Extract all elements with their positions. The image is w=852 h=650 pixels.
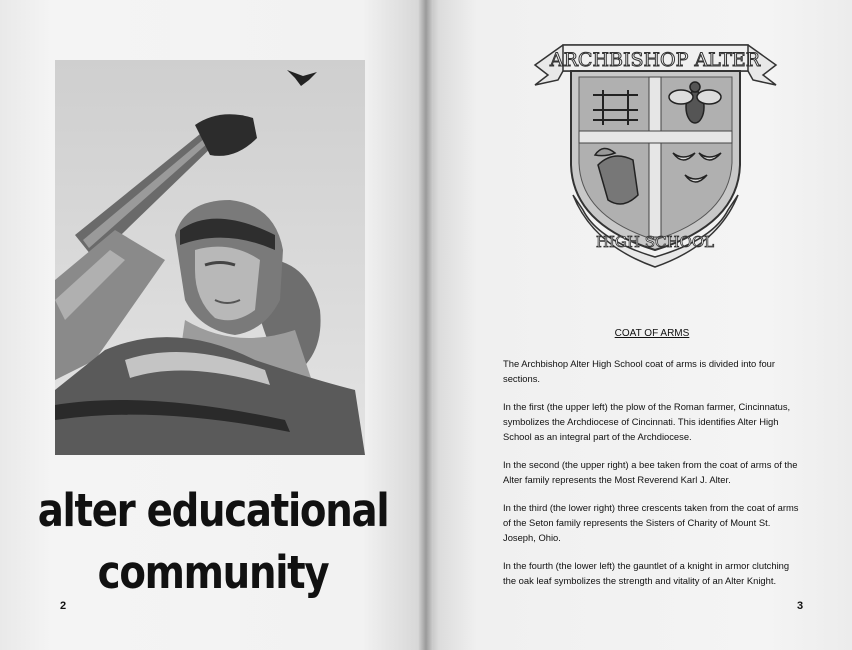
paragraph-first-quadrant: In the first (the upper left) the plow of the Roman farmer, Cincinnatus, symbolizes the Archdiocese of Cincinnati. This identifies Alter High School as an integral part of the Archdiocese. [503,401,791,442]
knight-statue-illustration [55,60,365,455]
paragraph-fourth-quadrant: In the fourth (the lower left) the gauntlet of a knight in armor clutching the oak leaf symbolizes the strength and vitality of an Alter Knight. [503,560,790,586]
crest-banner-top: ARCHBISHOP ALTER [549,49,761,71]
crest-banner-bottom: HIGH SCHOOL [595,233,715,251]
paragraph-third-quadrant: In the third (the lower right) three crescents taken from the coat of arms of the Seton family represents the Sisters of Charity of Mount St. Joseph, Ohio. [503,502,799,543]
coat-of-arms-crest [533,35,778,270]
page-number-right: 3 [797,600,804,612]
paragraph-intro: The Archbishop Alter High School coat of arms is divided into four sections. [503,358,776,384]
page-number-left: 2 [60,600,67,612]
page-title-line-2: community [97,546,329,599]
paragraph-second-quadrant: In the second (the upper right) a bee taken from the coat of arms of the Alter family represents the Most Reverend Karl J. Alter. [503,459,798,485]
knight-statue-photo [55,60,365,455]
page-title-line-1: alter educational [37,484,389,537]
book-gutter [419,0,433,650]
section-heading: COAT OF ARMS [614,328,690,339]
